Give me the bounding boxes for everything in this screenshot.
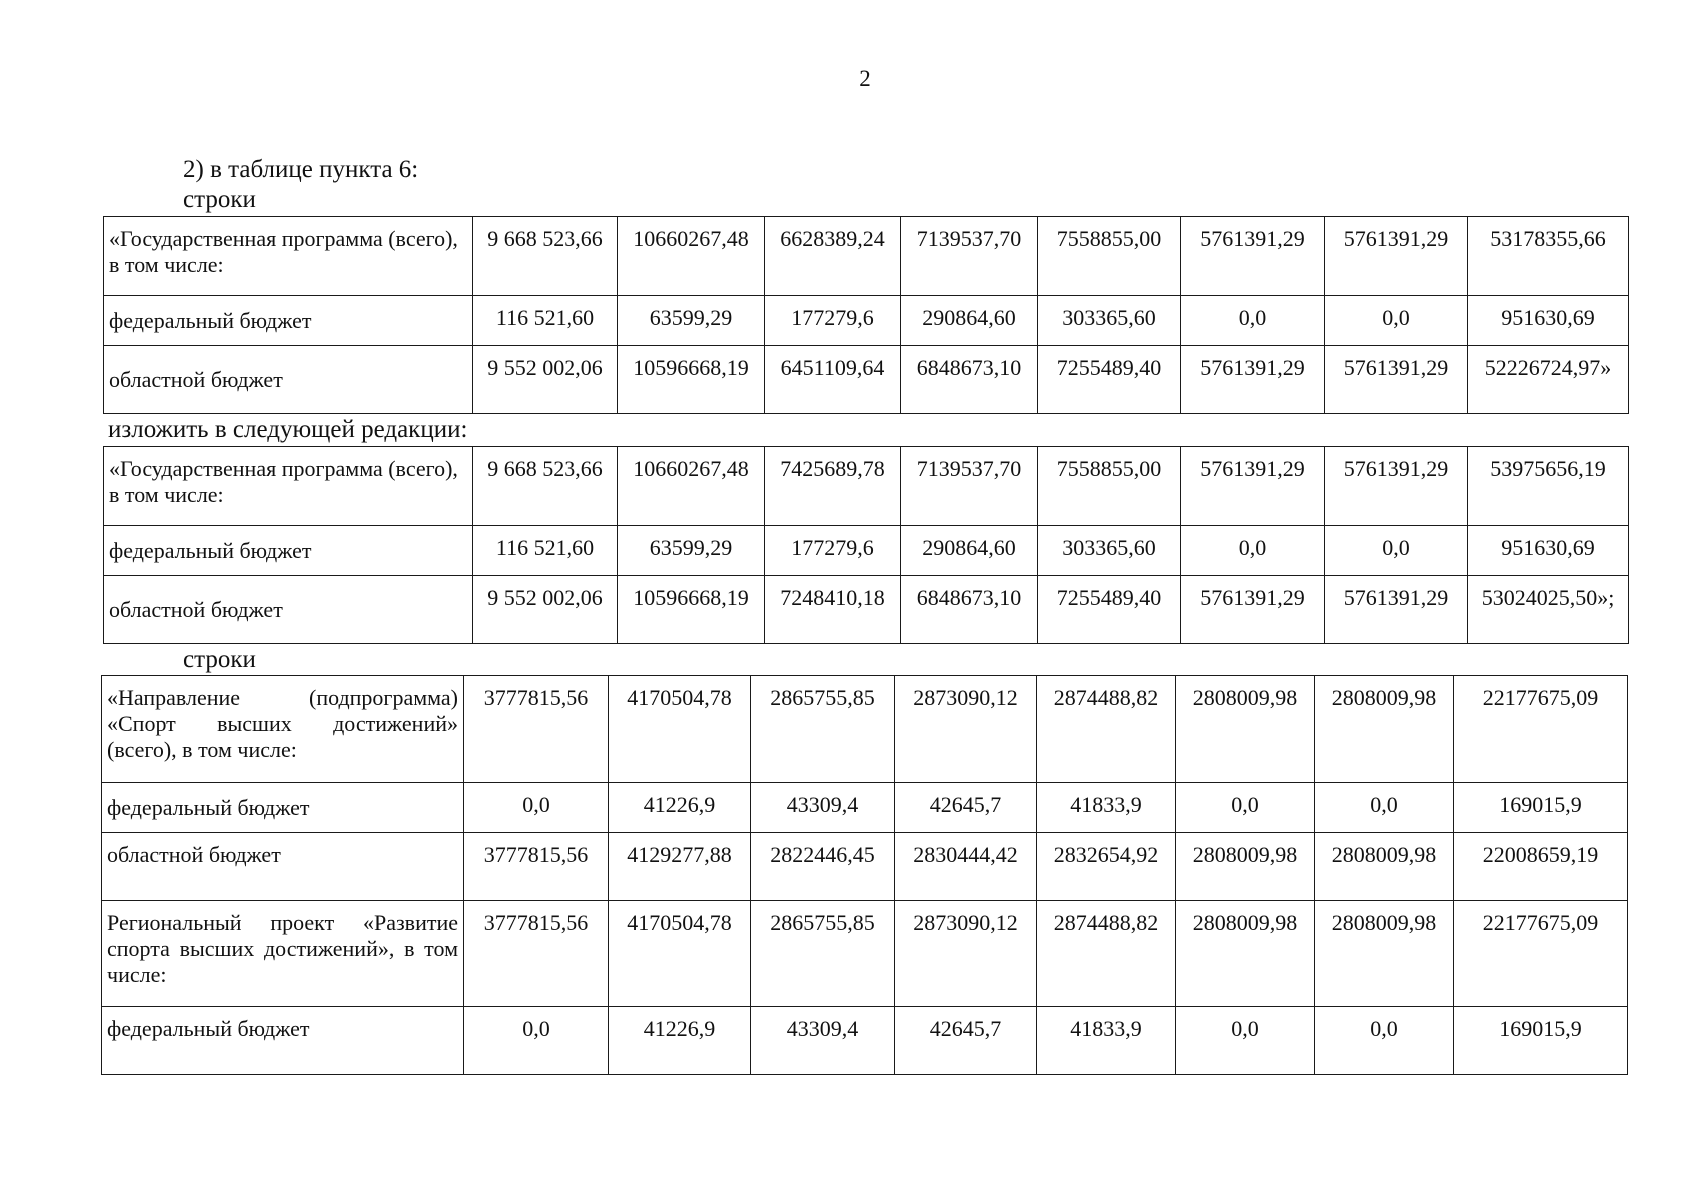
row-label: «Государственная программа (всего), в том числе: bbox=[104, 217, 473, 296]
table-cell: 4170504,78 bbox=[609, 676, 751, 783]
table-cell: 5761391,29 bbox=[1325, 346, 1468, 414]
row-label: областной бюджет bbox=[104, 576, 473, 644]
rows-label-first: строки bbox=[183, 186, 256, 213]
section-heading: 2) в таблице пункта 6: bbox=[183, 156, 419, 183]
row-label: федеральный бюджет bbox=[104, 526, 473, 576]
table-cell: 2808009,98 bbox=[1176, 833, 1315, 901]
table-cell: 5761391,29 bbox=[1325, 576, 1468, 644]
table-cell: 5761391,29 bbox=[1181, 346, 1325, 414]
row-label: «Направление (подпрограмма) «Спорт высших достижений» (всего), в том числе: bbox=[102, 676, 464, 783]
table-cell: 4170504,78 bbox=[609, 901, 751, 1007]
replace-instruction: изложить в следующей редакции: bbox=[108, 416, 468, 443]
table-cell: 0,0 bbox=[464, 783, 609, 833]
table-cell: 951630,69 bbox=[1468, 296, 1629, 346]
table-cell: 0,0 bbox=[1315, 1007, 1454, 1075]
table-cell: 42645,7 bbox=[895, 1007, 1037, 1075]
table-cell: 53178355,66 bbox=[1468, 217, 1629, 296]
table-cell: 6848673,10 bbox=[901, 576, 1038, 644]
table-row bbox=[102, 1007, 1628, 1075]
table-cell: 9 552 002,06 bbox=[473, 346, 618, 414]
table-cell: 2808009,98 bbox=[1176, 676, 1315, 783]
table-cell: 7558855,00 bbox=[1038, 217, 1181, 296]
table-cell: 7248410,18 bbox=[765, 576, 901, 644]
table-cell: 7255489,40 bbox=[1038, 346, 1181, 414]
table-cell: 4129277,88 bbox=[609, 833, 751, 901]
row-label: областной бюджет bbox=[102, 833, 464, 901]
row-label: областной бюджет bbox=[104, 346, 473, 414]
table-cell: 53975656,19 bbox=[1468, 447, 1629, 526]
row-label: Региональный проект «Развитие спорта высших достижений», в том числе: bbox=[102, 901, 464, 1007]
table-row bbox=[104, 296, 1629, 346]
table-cell: 10660267,48 bbox=[618, 447, 765, 526]
table-cell: 169015,9 bbox=[1454, 1007, 1628, 1075]
table-cell: 0,0 bbox=[1176, 783, 1315, 833]
table-row bbox=[104, 526, 1629, 576]
table-cell: 5761391,29 bbox=[1181, 447, 1325, 526]
table-cell: 41226,9 bbox=[609, 783, 751, 833]
table-cell: 2873090,12 bbox=[895, 676, 1037, 783]
table-cell: 3777815,56 bbox=[464, 676, 609, 783]
table-row bbox=[102, 783, 1628, 833]
table-row bbox=[102, 901, 1628, 1007]
table-cell: 2874488,82 bbox=[1037, 676, 1176, 783]
table-cell: 2808009,98 bbox=[1315, 833, 1454, 901]
table-cell: 2865755,85 bbox=[751, 676, 895, 783]
table-cell: 7558855,00 bbox=[1038, 447, 1181, 526]
table-cell: 7255489,40 bbox=[1038, 576, 1181, 644]
table-cell: 9 552 002,06 bbox=[473, 576, 618, 644]
table-cell: 5761391,29 bbox=[1325, 447, 1468, 526]
table-cell: 22177675,09 bbox=[1454, 676, 1628, 783]
table-subprogram-rows bbox=[101, 675, 1628, 1075]
table-cell: 5761391,29 bbox=[1325, 217, 1468, 296]
table-cell: 177279,6 bbox=[765, 526, 901, 576]
table-cell: 0,0 bbox=[1325, 526, 1468, 576]
table-row bbox=[102, 833, 1628, 901]
table-cell: 2808009,98 bbox=[1315, 676, 1454, 783]
table-cell: 3777815,56 bbox=[464, 833, 609, 901]
table-cell: 6451109,64 bbox=[765, 346, 901, 414]
table-cell: 290864,60 bbox=[901, 526, 1038, 576]
row-label: федеральный бюджет bbox=[102, 1007, 464, 1075]
table-cell: 42645,7 bbox=[895, 783, 1037, 833]
table-cell: 10660267,48 bbox=[618, 217, 765, 296]
table-cell: 22008659,19 bbox=[1454, 833, 1628, 901]
table-cell: 6628389,24 bbox=[765, 217, 901, 296]
table-row bbox=[104, 576, 1629, 644]
table-cell: 10596668,19 bbox=[618, 346, 765, 414]
table-cell: 9 668 523,66 bbox=[473, 217, 618, 296]
table-cell: 43309,4 bbox=[751, 783, 895, 833]
table-cell: 5761391,29 bbox=[1181, 576, 1325, 644]
table-cell: 303365,60 bbox=[1038, 526, 1181, 576]
table-row bbox=[102, 676, 1628, 783]
table-cell: 116 521,60 bbox=[473, 526, 618, 576]
table-cell: 52226724,97» bbox=[1468, 346, 1629, 414]
table-row bbox=[104, 447, 1629, 526]
table-cell: 53024025,50»; bbox=[1468, 576, 1629, 644]
table-cell: 2830444,42 bbox=[895, 833, 1037, 901]
table-cell: 177279,6 bbox=[765, 296, 901, 346]
table-cell: 41226,9 bbox=[609, 1007, 751, 1075]
table-cell: 2832654,92 bbox=[1037, 833, 1176, 901]
table-cell: 2808009,98 bbox=[1176, 901, 1315, 1007]
table-cell: 41833,9 bbox=[1037, 783, 1176, 833]
table-cell: 41833,9 bbox=[1037, 1007, 1176, 1075]
table-cell: 2822446,45 bbox=[751, 833, 895, 901]
table-cell: 0,0 bbox=[1315, 783, 1454, 833]
row-label: федеральный бюджет bbox=[102, 783, 464, 833]
table-new-program-rows bbox=[103, 446, 1629, 644]
table-cell: 10596668,19 bbox=[618, 576, 765, 644]
table-cell: 2808009,98 bbox=[1315, 901, 1454, 1007]
table-cell: 0,0 bbox=[1181, 296, 1325, 346]
table-cell: 43309,4 bbox=[751, 1007, 895, 1075]
table-cell: 2873090,12 bbox=[895, 901, 1037, 1007]
rows-label-second: строки bbox=[183, 646, 256, 673]
table-cell: 116 521,60 bbox=[473, 296, 618, 346]
table-cell: 0,0 bbox=[1176, 1007, 1315, 1075]
table-current-program-rows bbox=[103, 216, 1629, 414]
table-cell: 6848673,10 bbox=[901, 346, 1038, 414]
table-cell: 3777815,56 bbox=[464, 901, 609, 1007]
table-cell: 7139537,70 bbox=[901, 447, 1038, 526]
table-cell: 0,0 bbox=[464, 1007, 609, 1075]
table-row bbox=[104, 346, 1629, 414]
table-cell: 0,0 bbox=[1325, 296, 1468, 346]
table-cell: 951630,69 bbox=[1468, 526, 1629, 576]
row-label: «Государственная программа (всего), в том числе: bbox=[104, 447, 473, 526]
table-cell: 2874488,82 bbox=[1037, 901, 1176, 1007]
table-cell: 0,0 bbox=[1181, 526, 1325, 576]
table-cell: 7425689,78 bbox=[765, 447, 901, 526]
table-cell: 63599,29 bbox=[618, 296, 765, 346]
page-number: 2 bbox=[859, 66, 871, 91]
table-cell: 2865755,85 bbox=[751, 901, 895, 1007]
table-cell: 22177675,09 bbox=[1454, 901, 1628, 1007]
table-row bbox=[104, 217, 1629, 296]
table-cell: 303365,60 bbox=[1038, 296, 1181, 346]
table-cell: 290864,60 bbox=[901, 296, 1038, 346]
table-cell: 9 668 523,66 bbox=[473, 447, 618, 526]
table-cell: 7139537,70 bbox=[901, 217, 1038, 296]
table-cell: 63599,29 bbox=[618, 526, 765, 576]
table-cell: 169015,9 bbox=[1454, 783, 1628, 833]
table-cell: 5761391,29 bbox=[1181, 217, 1325, 296]
row-label: федеральный бюджет bbox=[104, 296, 473, 346]
